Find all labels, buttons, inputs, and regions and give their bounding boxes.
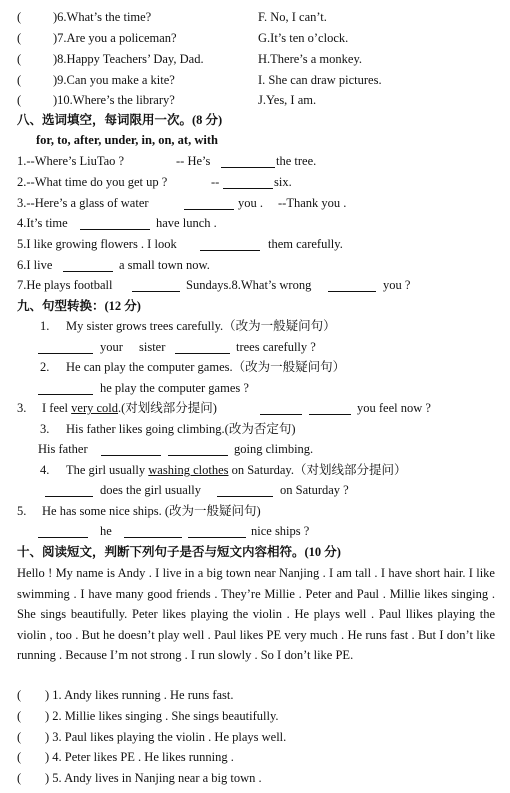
- answer-paren[interactable]: (: [17, 73, 22, 87]
- question-number: 1.: [40, 319, 50, 333]
- answer-blank[interactable]: [217, 484, 273, 497]
- question-text: you ?: [383, 278, 411, 292]
- question-text: you .: [238, 196, 263, 210]
- answer-paren[interactable]: (: [17, 10, 22, 24]
- match-question: )9.Can you make a kite?: [53, 73, 175, 87]
- question-text: he: [100, 524, 112, 538]
- question-text: does the girl usually: [100, 483, 202, 497]
- question-text: His father: [38, 442, 88, 456]
- question-text: -- He’s: [176, 154, 211, 168]
- question-text: He can play the computer games.（改为一般疑问句）: [66, 360, 346, 374]
- statement-text: ) 2. Millie likes singing . She sings beautifully.: [45, 709, 279, 723]
- answer-blank[interactable]: [38, 341, 93, 354]
- answer-blank[interactable]: [132, 279, 180, 292]
- answer-blank[interactable]: [309, 402, 351, 415]
- question-text: 2.--What time do you get up ?: [17, 175, 168, 189]
- question-text: your: [100, 340, 123, 354]
- question-text: six.: [274, 175, 292, 189]
- match-answer: I. She can draw pictures.: [258, 73, 382, 87]
- answer-paren[interactable]: (: [17, 771, 22, 785]
- answer-blank[interactable]: [45, 484, 93, 497]
- section-heading: 十、阅读短文，判断下列句子是否与短文内容相符。(10 分): [17, 545, 341, 559]
- question-text: 3.--Here’s a glass of water: [17, 196, 149, 210]
- question-number: 4.: [40, 463, 50, 477]
- question-text: 4.It’s time: [17, 216, 68, 230]
- question-instruction: .(对划线部分提问): [118, 401, 217, 415]
- answer-paren[interactable]: (: [17, 93, 22, 107]
- question-text: nice ships ?: [251, 524, 310, 538]
- word-bank: for, to, after, under, in, on, at, with: [36, 133, 218, 147]
- answer-blank[interactable]: [221, 155, 275, 168]
- statement-text: ) 3. Paul likes playing the violin . He plays well.: [45, 730, 287, 744]
- match-answer: F. No, I can’t.: [258, 10, 327, 24]
- question-text: --Thank you .: [278, 196, 347, 210]
- question-text: have lunch .: [156, 216, 217, 230]
- match-answer: H.There’s a monkey.: [258, 52, 363, 66]
- question-number: 5.: [17, 504, 27, 518]
- question-text: My sister grows trees carefully.（改为一般疑问句）: [66, 319, 336, 333]
- question-text: Sundays.8.What’s wrong: [186, 278, 312, 292]
- question-text: --: [211, 175, 220, 189]
- match-answer: G.It’s ten o’clock.: [258, 31, 349, 45]
- answer-blank[interactable]: [38, 382, 93, 395]
- answer-blank[interactable]: [188, 525, 246, 538]
- statement-text: ) 4. Peter likes PE . He likes running .: [45, 750, 234, 764]
- question-number: 3.: [40, 422, 50, 436]
- answer-paren[interactable]: (: [17, 730, 22, 744]
- answer-blank[interactable]: [124, 525, 182, 538]
- question-text: a small town now.: [119, 258, 210, 272]
- question-text: His father likes going climbing.(改为否定句): [66, 422, 296, 436]
- question-text: on Saturday ?: [280, 483, 349, 497]
- statement-text: ) 5. Andy lives in Nanjing near a big town .: [45, 771, 262, 785]
- answer-paren[interactable]: (: [17, 688, 22, 702]
- question-text: He has some nice ships. (改为一般疑问句): [42, 504, 261, 518]
- underlined-phrase: washing clothes: [148, 463, 229, 477]
- answer-paren[interactable]: (: [17, 31, 22, 45]
- answer-paren[interactable]: (: [17, 709, 22, 723]
- question-text: 1.--Where’s LiuTao ?: [17, 154, 125, 168]
- answer-blank[interactable]: [63, 259, 113, 272]
- question-text: he play the computer games ?: [100, 381, 249, 395]
- underlined-phrase: very cold: [71, 401, 119, 415]
- answer-blank[interactable]: [38, 525, 88, 538]
- match-question: )6.What’s the time?: [53, 10, 152, 24]
- question-text: them carefully.: [268, 237, 343, 251]
- answer-blank[interactable]: [184, 197, 234, 210]
- answer-blank[interactable]: [175, 341, 230, 354]
- question-text: 6.I live: [17, 258, 53, 272]
- answer-paren[interactable]: (: [17, 52, 22, 66]
- reading-passage: Hello ! My name is Andy . I live in a big town near Nanjing . I am tall . I have short hair. I like swimming . I have many good friends . They’re Millie . Peter and Paul . Millie likes singing . She sings beautifully. Peter likes playing the violin . He plays well . Paul llikes playing the violin , too . But he doesn’t play well . Paul likes PE very much . He runs fast . But I don’t like running . Because I’m not strong . I run slowly . So I don’t like PE.: [17, 566, 495, 662]
- question-text: I feel: [42, 401, 72, 415]
- match-question: )10.Where’s the library?: [53, 93, 175, 107]
- answer-blank[interactable]: [260, 402, 302, 415]
- answer-paren[interactable]: (: [17, 750, 22, 764]
- answer-blank[interactable]: [200, 238, 260, 251]
- match-answer: J.Yes, I am.: [258, 93, 317, 107]
- section-heading: 九、句型转换：(12 分): [17, 299, 141, 313]
- question-text: The girl usually: [66, 463, 149, 477]
- question-number: 2.: [40, 360, 50, 374]
- question-text: trees carefully ?: [236, 340, 316, 354]
- question-text: sister: [139, 340, 166, 354]
- statement-text: ) 1. Andy likes running . He runs fast.: [45, 688, 234, 702]
- answer-blank[interactable]: [80, 217, 150, 230]
- section-heading: 八、选词填空，每词限用一次。(8 分): [17, 113, 223, 127]
- question-number: 3.: [17, 401, 27, 415]
- question-text: 5.I like growing flowers . I look: [17, 237, 177, 251]
- answer-blank[interactable]: [101, 443, 161, 456]
- question-text: you feel now ?: [357, 401, 431, 415]
- question-text: the tree.: [276, 154, 317, 168]
- answer-blank[interactable]: [223, 176, 273, 189]
- question-instruction: on Saturday.（对划线部分提问）: [228, 463, 407, 477]
- question-text: going climbing.: [234, 442, 314, 456]
- answer-blank[interactable]: [168, 443, 228, 456]
- answer-blank[interactable]: [328, 279, 376, 292]
- match-question: )7.Are you a policeman?: [53, 31, 177, 45]
- match-question: )8.Happy Teachers’ Day, Dad.: [53, 52, 204, 66]
- question-text: 7.He plays football: [17, 278, 113, 292]
